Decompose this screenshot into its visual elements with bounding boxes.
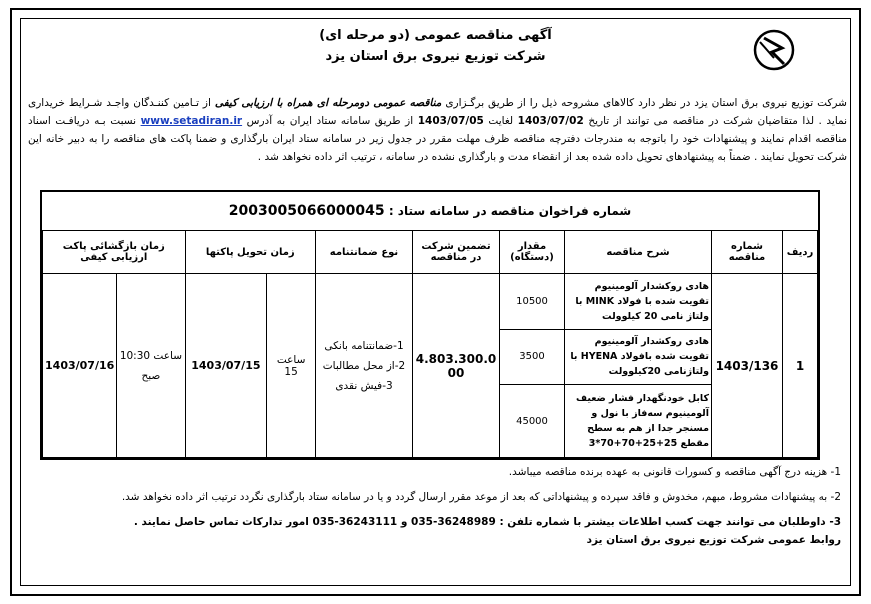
cell-opening-date: 1403/07/16 — [43, 274, 117, 458]
cell-item-2-qty: 3500 — [500, 329, 565, 385]
note-3 — [28, 510, 841, 535]
table-header-row — [43, 231, 818, 274]
cell-delivery-date: 1403/07/15 — [185, 274, 267, 458]
notes-list — [28, 460, 841, 535]
cell-item-3-desc: کابل خودنگهدار فشار ضعیف آلومینیوم سه‌فاز با نول و مسنجر جدا از هم به سطح مقطع 25+25+70+70*3 — [565, 385, 712, 458]
cell-delivery-time: ساعت 15 — [267, 274, 316, 458]
note-2: 2- به پیشنهادات مشروط، مبهم، مخدوش و فاقد سپرده و پیشنهاداتی که بعد از موعد مقرر ارسال گردد و یا در سامانه ستاد بارگذاری نگردد ترتیب اثر داده نخواهد شد. — [121, 491, 841, 503]
title-block — [0, 28, 871, 64]
table-title — [42, 192, 818, 231]
table-row — [43, 274, 818, 330]
intro-paragraph — [28, 94, 847, 166]
intro-part2: از تـامین کننـدگان واجـد شـرایط خریداری نماید . لذا متقاضیان شرکت در مناقصه می توانند از تاریخ — [28, 97, 848, 127]
date-to: 1403/07/05 — [417, 115, 484, 127]
note-1: 1- هزینه درج آگهی مناقصه و کسورات قانونی به عهده برنده مناقصه میباشد. — [508, 466, 841, 478]
cell-item-1-qty: 10500 — [500, 274, 565, 330]
intro-part3: لغایت — [488, 115, 514, 127]
note-3-phones: 36248989-035 و 36243111-035 — [312, 516, 496, 528]
intro-part1: شرکت توزیع نیروی برق استان یزد در نظر دارد کالاهای مشروحه ذیل را از طریق برگـزاری — [445, 97, 847, 109]
cell-item-3-qty: 45000 — [500, 385, 565, 458]
intro-highlight: مناقصه عمومی دومرحله ای همراه با ارزیابی کیفی — [214, 97, 442, 109]
tender-table — [42, 230, 818, 458]
col-delivery: زمان تحویل پاکتها — [185, 231, 315, 274]
intro-part4: از طریق سامانه ستاد ایران به آدرس — [246, 115, 414, 127]
intro-part5: نسبت بـه دریافـت اسناد مناقصه اقدام نمایند و پیشنهادات خود را باتوجه به مندرجات دفترچه مناقصه ظرف مهلت مقرر در جدول زیر در سامانه ستاد ایران بارگذاری و ضمنا پاکت های مناقصه را به دبیر خانه این شرکت تحویل نمایند . ضمناً به پیشنهادهای تحویل داده شده بعد از انقضاء مدت و بارگذاری نشده در سامانه ، ترتیب اثر داده نخواهد شد . — [28, 115, 847, 163]
cell-opening-time: ساعت 10:30 صبح — [117, 274, 185, 458]
note-3-suffix: امور تدارکات تماس حاصل نمایند . — [133, 516, 309, 528]
footer-signature: روابط عمومی شرکت توزیع نیروی برق استان یزد — [586, 534, 841, 546]
col-quantity: مقدار (دستگاه) — [500, 231, 565, 274]
cell-row-index: 1 — [783, 274, 818, 458]
call-number: 2003005066000045 — [228, 203, 385, 219]
cell-guarantee-types — [316, 274, 413, 458]
col-opening: زمان بازگشائی پاکت ارزیابی کیفی — [43, 231, 186, 274]
guarantee-type-2: 2-از محل مطالبات — [322, 359, 406, 372]
cell-tender-no: 1403/136 — [712, 274, 783, 458]
cell-item-1-desc: هادی روکشدار آلومینیوم تقویت شده با فولاد MINK با ولتاژ نامی 20 کیلوولت — [565, 274, 712, 330]
guarantee-type-3: 3-فیش نقدی — [335, 379, 393, 392]
company-name: شرکت توزیع نیروی برق استان یزد — [325, 49, 546, 64]
tender-table-box — [40, 190, 820, 460]
col-guarantee-type: نوع ضمانتنامه — [316, 231, 413, 274]
col-description: شرح مناقصه — [565, 231, 712, 274]
note-3-prefix: 3- داوطلبان می توانند جهت کسب اطلاعات بیشتر با شماره تلفن : — [499, 516, 841, 528]
cell-guarantee: 4.803.300.000 — [413, 274, 500, 458]
date-from: 1403/07/02 — [517, 115, 584, 127]
table-title-label: شماره فراخوان مناقصه در سامانه ستاد : — [388, 204, 632, 218]
cell-item-2-desc: هادی روکشدار آلومینیوم تقویت شده بافولاد HYENA با ولتاژنامی 20کیلوولت — [565, 329, 712, 385]
page-title: آگهی مناقصه عمومی (دو مرحله ای) — [319, 28, 552, 43]
col-guarantee: تضمین شرکت در مناقصه — [413, 231, 500, 274]
col-row: ردیف — [783, 231, 818, 274]
guarantee-type-1: 1-ضمانتنامه بانکی — [324, 339, 404, 352]
setadiran-link[interactable]: www.setadiran.ir — [140, 115, 243, 127]
col-tender-no: شماره مناقصه — [712, 231, 783, 274]
